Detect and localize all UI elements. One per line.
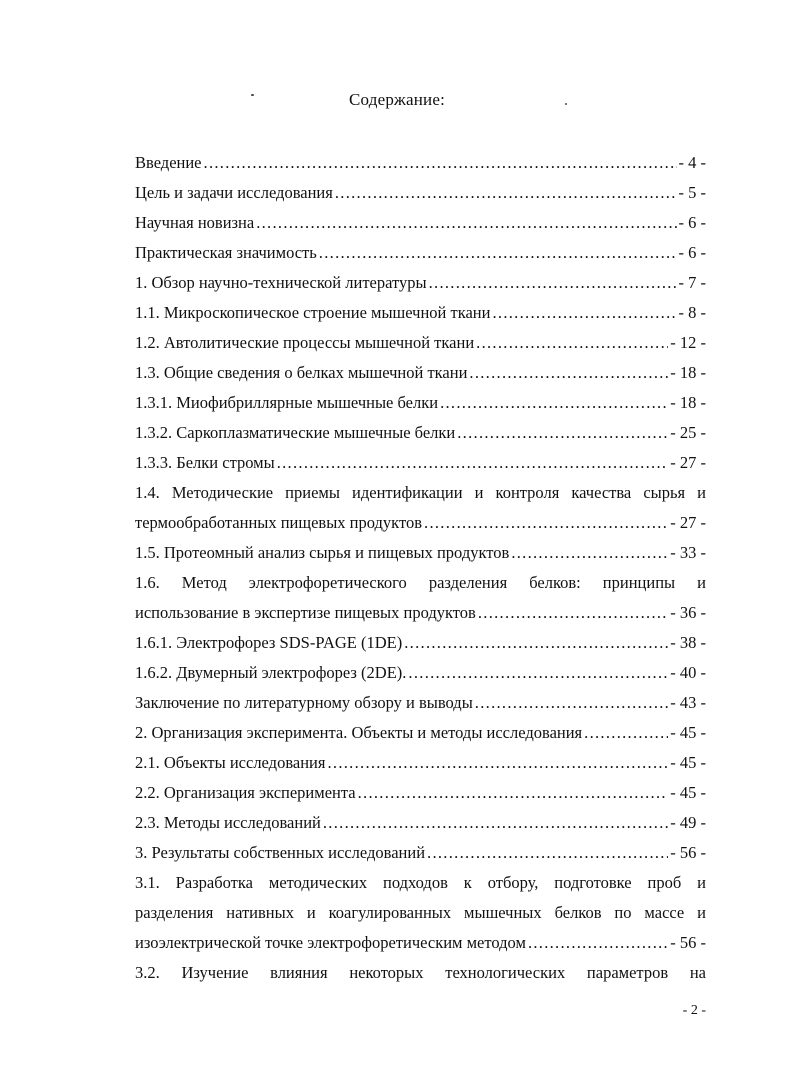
toc-entry-page: - 18 - [670,363,706,382]
toc-entry-page: - 56 - [670,933,706,952]
toc-entry-page: - 5 - [678,183,706,202]
dot-leader [408,658,668,688]
dot-leader [404,628,668,658]
dot-leader [358,778,669,808]
toc-entry-page: - 56 - [670,843,706,862]
toc-entry-label: термообработанных пищевых продуктов [135,513,423,532]
toc-entry-label: Практическая значимость [135,243,317,262]
dot-leader [335,178,677,208]
toc-entry-line: разделения нативных и коагулированных мышечных белков по массе и [135,903,706,922]
dot-leader [429,268,677,298]
toc-entry-page: - 6 - [678,213,706,232]
toc-entry-line: 3.1. Разработка методических подходов к отбору, подготовке проб и [135,873,706,892]
scan-speck [251,94,254,96]
dot-leader [424,508,668,538]
toc-entry [135,298,706,328]
toc-entry [135,718,706,748]
dot-leader [469,358,668,388]
toc-entry [135,628,706,658]
toc-entry [135,268,706,298]
toc-entry-page: - 45 - [670,753,706,772]
dot-leader [277,448,669,478]
toc-entry-page: - 12 - [670,333,706,352]
toc-entry-label: 3. Результаты собственных исследований [135,843,426,862]
dot-leader [204,148,677,178]
toc-entry [135,418,706,448]
dot-leader [492,298,676,328]
dot-leader [511,538,668,568]
toc-entry [135,598,706,628]
toc-entry [135,538,706,568]
toc-entry-label: 1.3.2. Саркоплазматические мышечные белки [135,423,456,442]
toc-entry-page: - 36 - [670,603,706,622]
toc-entry [135,928,706,958]
toc-entry-label: 2.3. Методы исследований [135,813,321,832]
toc-entry-label: 1.5. Протеомный анализ сырья и пищевых продуктов [135,543,510,562]
toc-entry-line: 1.6. Метод электрофоретического разделения белков: принципы и [135,573,706,592]
dot-leader [256,208,676,238]
toc-entry-label: изоэлектрической точке электрофоретическим методом [135,933,526,952]
toc-entry [135,328,706,358]
dot-leader [528,928,668,958]
toc-entry-page: - 38 - [670,633,706,652]
dot-leader [323,808,668,838]
toc-entry-label: 1.3.1. Миофибриллярные мышечные белки [135,393,439,412]
toc-entry-label: 2. Организация эксперимента. Объекты и методы исследования [135,723,583,742]
toc-entry-label: 1.2. Автолитические процессы мышечной ткани [135,333,475,352]
dot-leader [327,748,668,778]
toc-entry-page: - 25 - [670,423,706,442]
toc-entry [135,178,706,208]
toc-entry-page: - 7 - [678,273,706,292]
table-of-contents [135,148,706,988]
toc-entry [135,838,706,868]
toc-entry-page: - 33 - [670,543,706,562]
toc-entry-page: - 40 - [670,663,706,682]
scan-speck [565,103,567,105]
toc-entry [135,778,706,808]
toc-entry-label: Введение [135,153,202,172]
toc-entry-label: 1.1. Микроскопическое строение мышечной ткани [135,303,491,322]
toc-entry-page: - 45 - [670,723,706,742]
dot-leader [440,388,668,418]
toc-entry-line: 1.4. Методические приемы идентификации и контроля качества сырья и [135,483,706,502]
toc-entry [135,238,706,268]
toc-entry-line: 3.2. Изучение влияния некоторых технологических параметров на [135,963,706,982]
toc-entry-label: использование в экспертизе пищевых продуктов [135,603,476,622]
dot-leader [427,838,668,868]
toc-entry-label: 1.3.3. Белки стромы [135,453,275,472]
toc-entry-label: Научная новизна [135,213,255,232]
toc-entry-page: - 6 - [678,243,706,262]
toc-entry-label: 1. Обзор научно-технической литературы [135,273,427,292]
toc-entry-page: - 27 - [670,453,706,472]
toc-entry [135,388,706,418]
toc-entry-page: - 43 - [670,693,706,712]
page-title: Содержание: [349,90,445,109]
toc-entry [135,748,706,778]
toc-entry-page: - 18 - [670,393,706,412]
toc-entry-label: 1.6.2. Двумерный электрофорез (2DE). [135,663,407,682]
toc-entry [135,808,706,838]
toc-entry-label: 2.1. Объекты исследования [135,753,326,772]
toc-entry-label: 1.6.1. Электрофорез SDS-PAGE (1DE) [135,633,403,652]
dot-leader [475,688,668,718]
toc-entry [135,208,706,238]
toc-entry-page: - 8 - [678,303,706,322]
toc-entry [135,688,706,718]
toc-entry-label: Заключение по литературному обзору и выводы [135,693,473,712]
dot-leader [476,328,668,358]
toc-entry [135,358,706,388]
dot-leader [319,238,677,268]
toc-entry-page: - 45 - [670,783,706,802]
toc-entry [135,508,706,538]
toc-entry [135,148,706,178]
toc-entry [135,448,706,478]
toc-entry-label: 1.3. Общие сведения о белках мышечной ткани [135,363,468,382]
toc-entry [135,658,706,688]
dot-leader [478,598,668,628]
page-number: - 2 - [682,1003,706,1018]
toc-entry-label: Цель и задачи исследования [135,183,333,202]
dot-leader [584,718,668,748]
toc-entry-page: - 4 - [678,153,706,172]
toc-entry-page: - 49 - [670,813,706,832]
dot-leader [457,418,668,448]
toc-entry-label: 2.2. Организация эксперимента [135,783,356,802]
toc-entry-page: - 27 - [670,513,706,532]
